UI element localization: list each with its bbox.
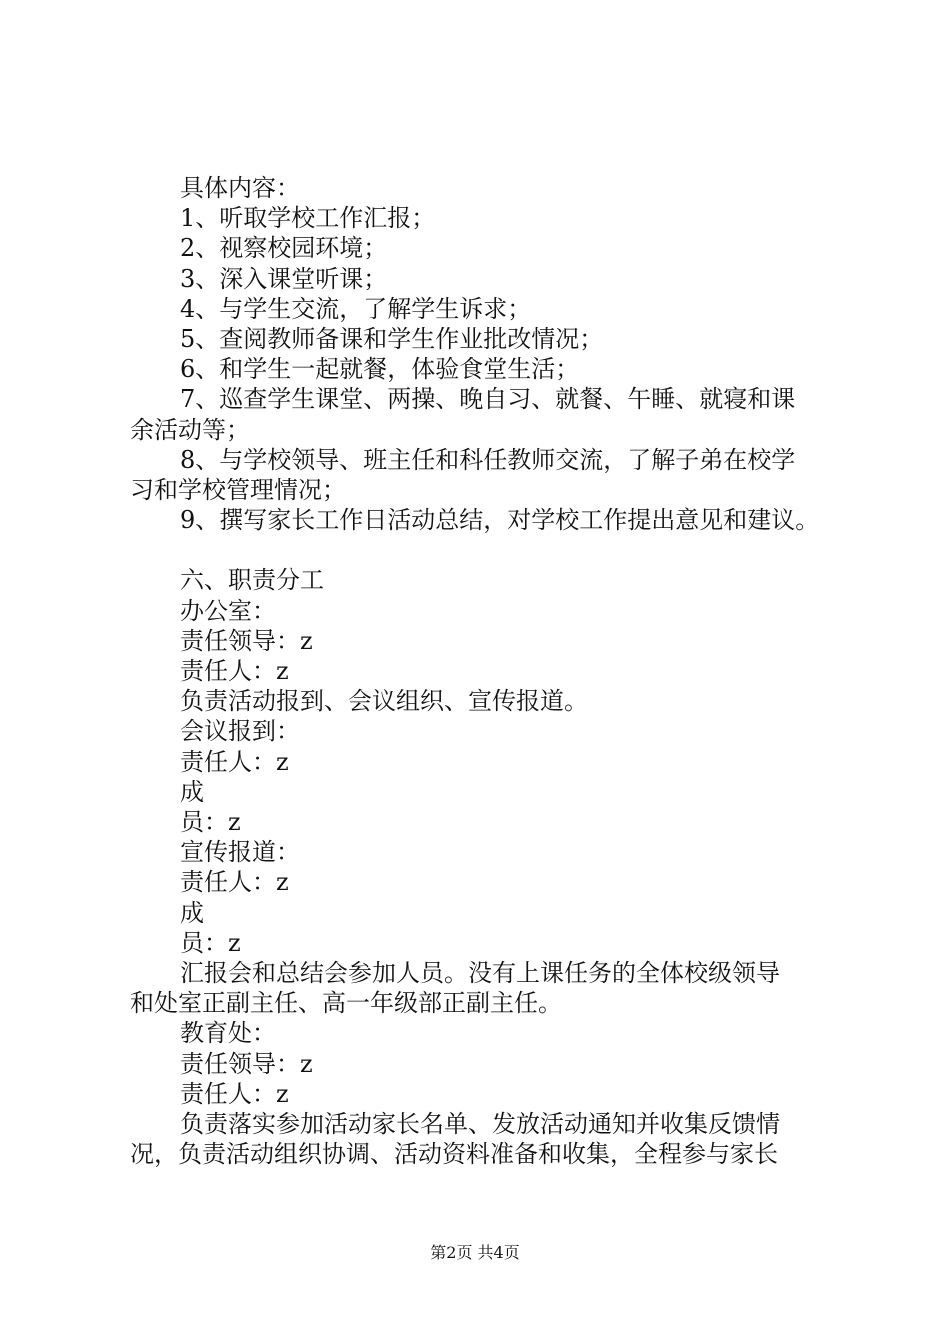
text-line: 责任领导：z [180, 1049, 313, 1078]
text-line: 责任人：z [180, 1079, 289, 1108]
text-line: 9、撰写家长工作日活动总结，对学校工作提出意见和建议。 [180, 506, 820, 535]
blank-line [130, 535, 830, 565]
text-line: 汇报会和总结会参加人员。没有上课任务的全体校级领导 [180, 959, 780, 988]
text-line: 办公室： [180, 596, 276, 625]
text-line: 余活动等； [130, 415, 250, 444]
text-line: 8、与学校领导、班主任和科任教师交流，了解子弟在校学 [180, 445, 796, 474]
text-line: 况，负责活动组织协调、活动资料准备和收集，全程参与家长 [130, 1140, 778, 1169]
text-line: 4、与学生交流，了解学生诉求； [180, 294, 532, 323]
document-body [130, 173, 830, 1170]
text-line: 责任领导：z [180, 626, 313, 655]
text-line: 会议报到： [180, 717, 300, 746]
text-line: 员：z [180, 808, 241, 837]
text-line: 2、视察校园环境； [180, 234, 388, 263]
text-line: 员：z [180, 928, 241, 957]
page-number-label: 第2页 共4页 [430, 1243, 520, 1262]
text-line: 1、听取学校工作汇报； [180, 204, 436, 233]
text-line: 成 [180, 777, 204, 806]
text-line: 习和学校管理情况； [130, 476, 346, 505]
text-line: 责任人：z [180, 747, 289, 776]
text-line: 教育处： [180, 1019, 276, 1048]
text-line: 6、和学生一起就餐，体验食堂生活； [180, 355, 580, 384]
text-line: 和处室正副主任、高一年级部正副主任。 [130, 989, 562, 1018]
page-footer [0, 1243, 950, 1263]
text-line: 7、巡查学生课堂、两操、晚自习、就餐、午睡、就寝和课 [180, 385, 796, 414]
text-line: 宣传报道： [180, 838, 300, 867]
text-line: 具体内容： [180, 174, 300, 202]
text-line: 负责落实参加活动家长名单、发放活动通知并收集反馈情 [180, 1110, 780, 1139]
text-line: 成 [180, 898, 204, 927]
text-line: 六、职责分工 [180, 566, 324, 595]
text-line: 3、深入课堂听课； [180, 264, 388, 293]
text-line: 责任人：z [180, 657, 289, 686]
text-line: 负责活动报到、会议组织、宣传报道。 [180, 687, 588, 716]
text-line: 责任人：z [180, 868, 289, 897]
text-line: 5、查阅教师备课和学生作业批改情况； [180, 325, 604, 354]
